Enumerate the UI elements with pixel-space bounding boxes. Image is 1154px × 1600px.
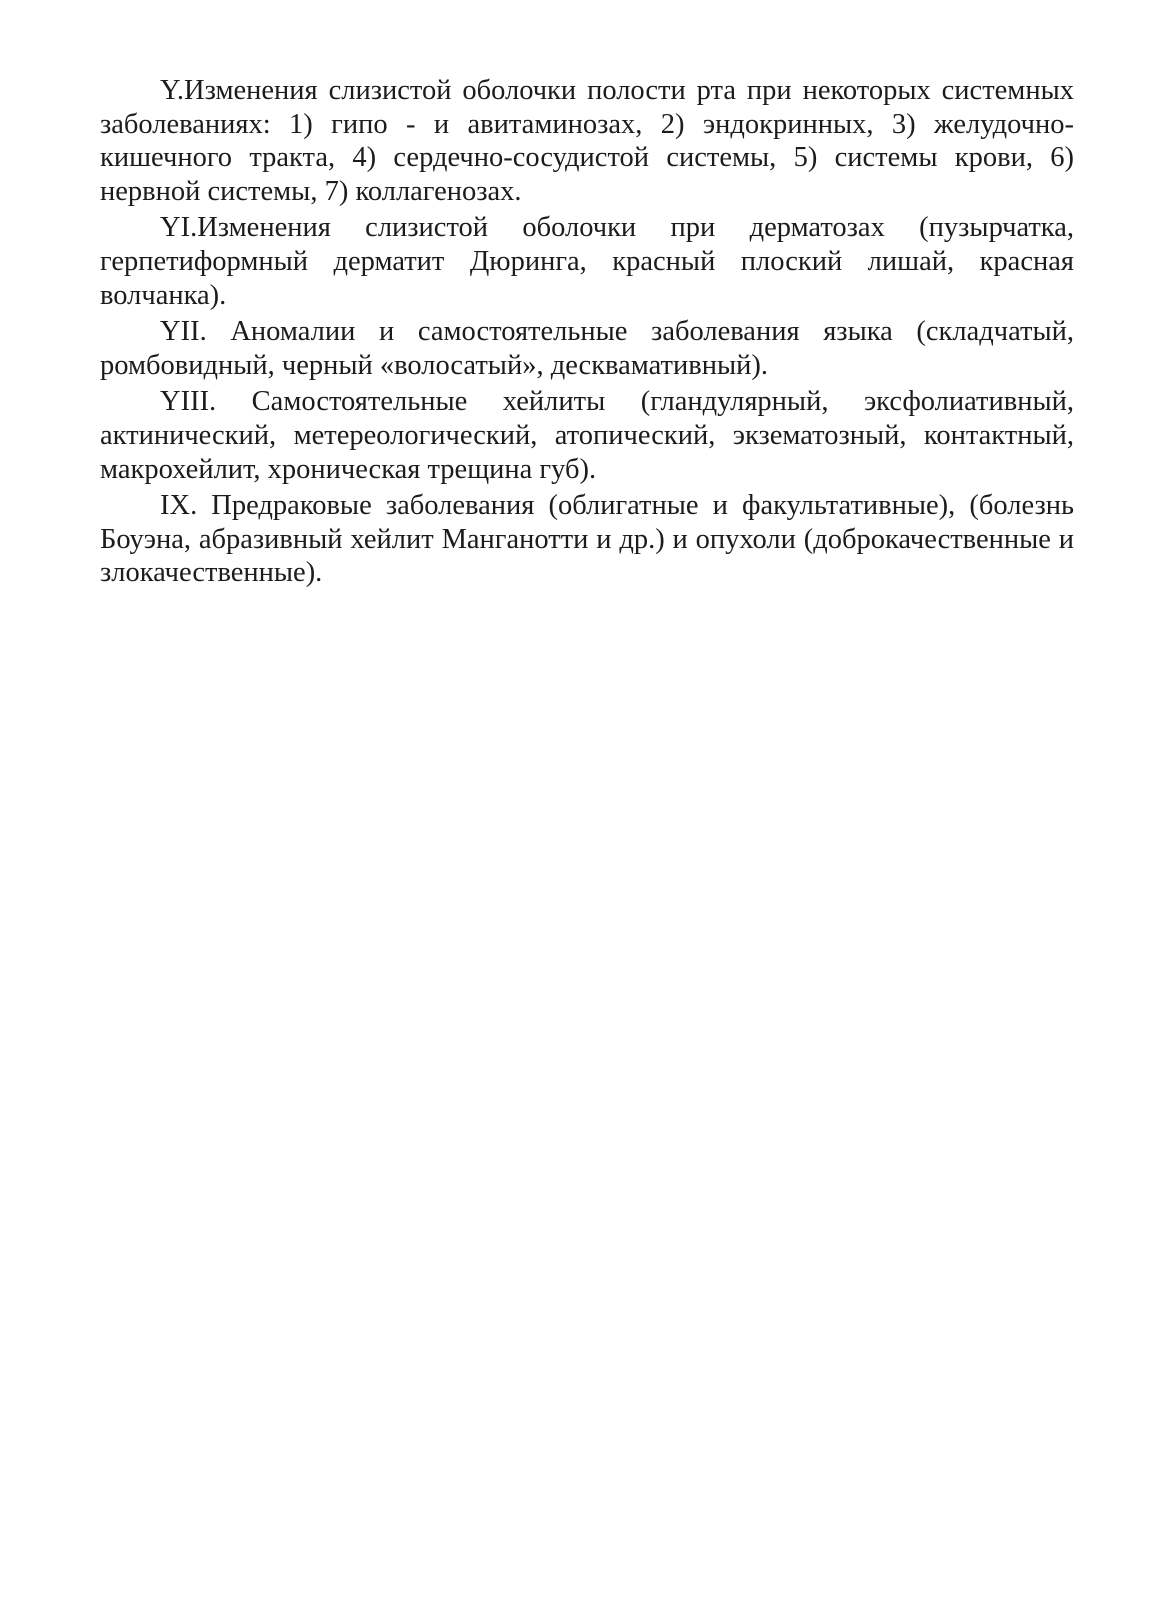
paragraph-section-7: YII. Аномалии и самостоятельные заболевания языка (складчатый, ромбовидный, черный «волосатый», десквамативный). bbox=[100, 316, 1074, 381]
document-body bbox=[100, 74, 1074, 593]
paragraph-section-8: YIII. Самостоятельные хейлиты (гландулярный, эксфолиативный, актинический, метереологический, атопический, экзематозный, контактный, макрохейлит, хроническая трещина губ). bbox=[100, 386, 1074, 485]
paragraph-section-5: Y.Изменения слизистой оболочки полости рта при некоторых системных заболеваниях: 1) гипо - и авитаминозах, 2) эндокринных, 3) желудочно-кишечного тракта, 4) сердечно-сосудистой системы, 5) системы крови, 6) нервной системы, 7) коллагенозах. bbox=[100, 75, 1074, 207]
paragraph-section-6: YI.Изменения слизистой оболочки при дерматозах (пузырчатка, герпетиформный дерматит Дюринга, красный плоский лишай, красная волчанка). bbox=[100, 212, 1074, 311]
paragraph-section-9: IX. Предраковые заболевания (облигатные и факультативные), (болезнь Боуэна, абразивный хейлит Манганотти и др.) и опухоли (доброкачественные и злокачественные). bbox=[100, 490, 1074, 589]
